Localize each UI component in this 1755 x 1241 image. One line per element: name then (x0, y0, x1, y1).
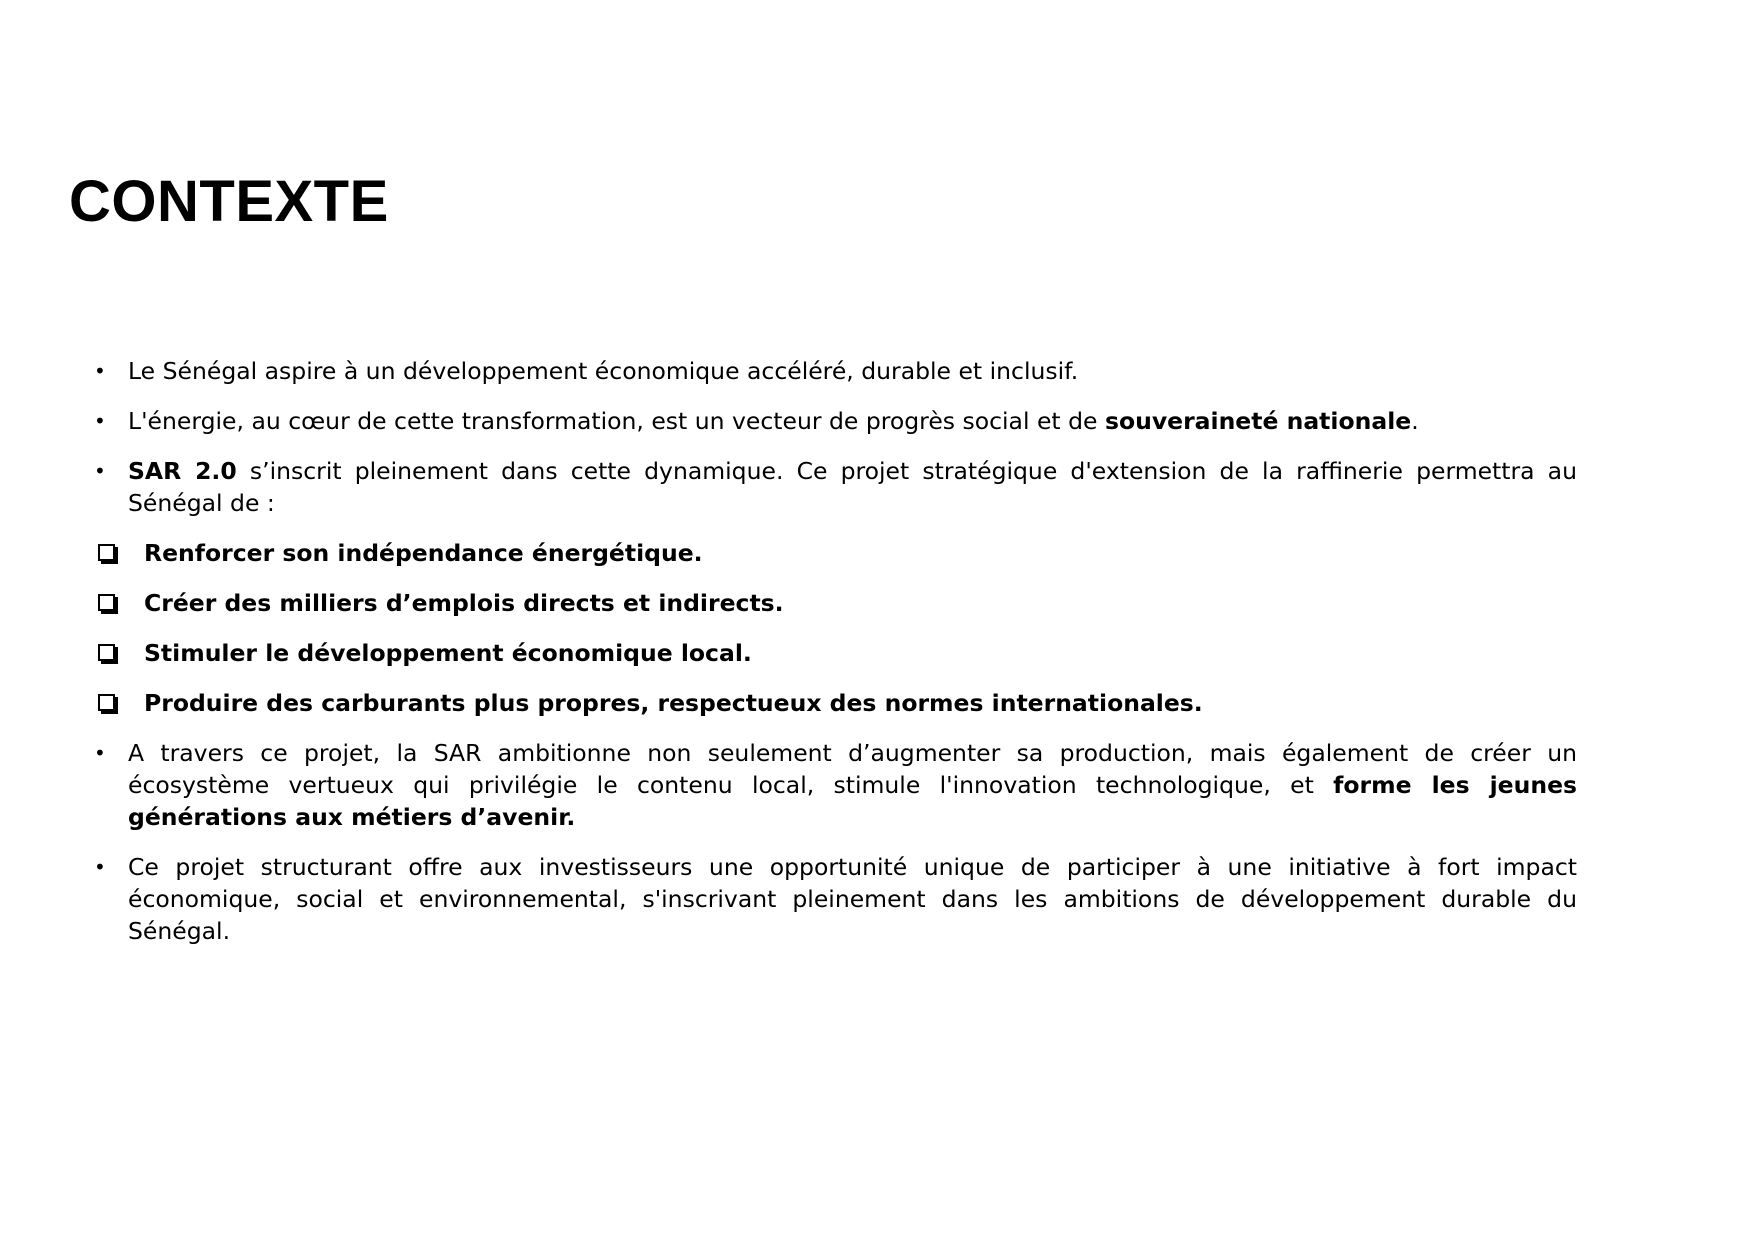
checkbox-icon (98, 644, 115, 661)
bullet-text: Ce projet structurant offre aux investisseurs une opportunité unique de participer à une initiative à fort impact économique, social et environnemental, s'inscrivant pleinement dans les ambitions de développement durable du Sénégal. (128, 853, 1577, 945)
bullet-bold-text: souveraineté nationale (1104, 407, 1412, 435)
checkbox-icon (98, 694, 115, 711)
bullet-icon: • (94, 359, 106, 383)
objective-item (94, 587, 1577, 619)
objective-item (94, 637, 1577, 669)
bullet-text: A travers ce projet, la SAR ambitionne non seulement d’augmenter sa production, mais également de créer un écosystème vertueux qui privilégie le contenu local, stimule l'innovation technologique, et (128, 739, 1577, 799)
bullet-icon: • (94, 855, 106, 879)
list-item (94, 737, 1577, 833)
objective-text: Produire des carburants plus propres, respectueux des normes internationales. (144, 689, 1203, 717)
bullet-bold-text: SAR 2.0 (128, 457, 237, 485)
page-title: CONTEXTE (69, 169, 389, 234)
objective-item (94, 537, 1577, 569)
list-item (94, 851, 1577, 947)
list-item (94, 455, 1577, 519)
bullet-icon: • (94, 459, 106, 483)
list-item (94, 355, 1577, 387)
checkbox-icon (98, 544, 115, 561)
objective-text: Renforcer son indépendance énergétique. (144, 539, 703, 567)
bullet-text: Le Sénégal aspire à un développement économique accéléré, durable et inclusif. (128, 357, 1079, 385)
bullet-text: L'énergie, au cœur de cette transformation, est un vecteur de progrès social et de (128, 407, 1105, 435)
bullet-text: s’inscrit pleinement dans cette dynamique. Ce projet stratégique d'extension de la raffinerie permettra au Sénégal de : (128, 457, 1577, 517)
objective-text: Créer des milliers d’emplois directs et indirects. (144, 589, 784, 617)
bullet-icon: • (94, 741, 106, 765)
bullet-text-end: . (1411, 407, 1419, 435)
content-list (94, 355, 1577, 965)
list-item (94, 405, 1577, 437)
objective-item (94, 687, 1577, 719)
objective-text: Stimuler le développement économique local. (144, 639, 752, 667)
bullet-icon: • (94, 409, 106, 433)
bullet-bold-text: forme les jeunes générations aux métiers d’avenir. (128, 771, 1578, 831)
checkbox-icon (98, 594, 115, 611)
